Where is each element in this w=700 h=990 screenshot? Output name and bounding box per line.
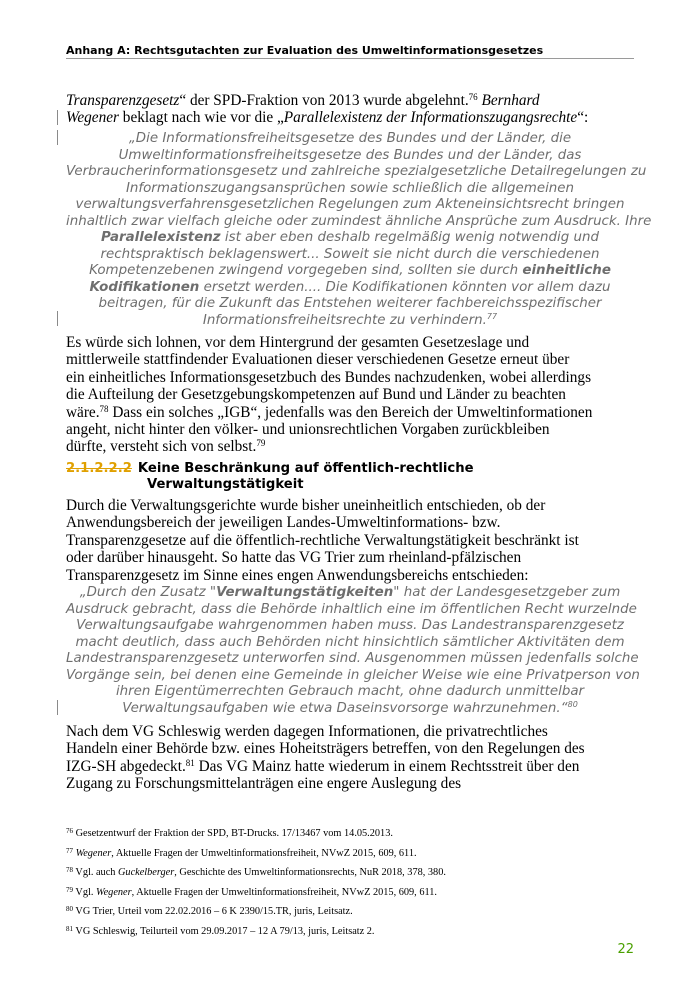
footnote-item: $^{80}$ VG Trier, Urteil vom 22.02.2016 – 6 K 2390/15.TR, juris, Leitsatz.: [66, 905, 353, 918]
header-divider: [66, 58, 634, 59]
footnote-ref[interactable]: 78: [99, 403, 109, 414]
footnote-item: $^{77}$ Wegener, Aktuelle Fragen der Umweltinformationsfreiheit, NVwZ 2015, 609, 611.: [66, 846, 417, 859]
footnote-ref[interactable]: 81: [185, 757, 195, 768]
page-number: 22: [617, 942, 634, 957]
change-bar: [57, 110, 58, 125]
block-quote-vg-trier: „Durch den Zusatz "Verwaltungstätigkeiten" hat der Landesgesetzgeber zum Ausdruck gebracht, dass die Behörde inhaltlich eine im öffentlichen Recht wurzelnde Verwaltungsaufgabe wahrgenommen haben muss. Das Landestransparenzgesetz macht deutlich, dass auch Behörden nicht hinsichtlich sämtlicher Aktivitäten dem Landestransparenzgesetz unterworfen sind. Ausgenommen müssen jedenfalls solche Vorgänge sein, bei denen eine Gemeinde in gleicher Weise wie eine Privatperson von ihren Eigentümerrechten Gebrauch macht, ohne dadurch unmittelbar Verwaltungsaufgaben wie etwa Daseinsvorsorge wahrzunehmen.“$^{80}$: [66, 585, 640, 716]
footnote-ref[interactable]: 80: [567, 699, 578, 709]
intro-paragraph: [66, 92, 636, 127]
change-bar: [57, 311, 58, 326]
intro-line-2: Wegener beklagt nach wie vor die „Parallelexistenz der Informationszugangsrechte“:: [66, 109, 589, 127]
footnote-ref[interactable]: 76: [468, 92, 478, 102]
block-quote-wegener: „Die Informationsfreiheitsgesetze des Bundes und der Länder, die Umweltinformationsfreiheitsgesetze des Bundes und der Länder, das Verbraucherinformationsgesetz und zahlreiche spezialgesetzliche Detailregelungen zu Informationszugangsansprüchen sowie schließlich die allgemeinen verwaltungsverfahrensgesetzlichen Regelungen zum Akteneinsichtsrecht bringen inhaltlich zwar vielfach gleiche oder zumindest ähnliche Ansprüche zum Ausdruck. Ihre Parallelexistenz ist aber eben deshalb regelmäßig wenig notwendig und rechtspraktisch beklagenswert... Soweit sie nicht durch die verschiedenen Kompetenzebenen zwingend vorgegeben sind, sollten sie durch einheitliche Kodifikationen ersetzt werden.... Die Kodifikationen könnten vor allem dazu beitragen, für die Zukunft das Entstehen weiterer fachbereichsspezifischer Informationsfreiheitsrechte zu verhindern.$^{77}$: [66, 131, 652, 328]
footnote-ref[interactable]: 77: [486, 311, 498, 321]
footnote-ref[interactable]: 79: [256, 438, 266, 449]
footnote-item: $^{79}$ Vgl. Wegener, Aktuelle Fragen der Umweltinformationsfreiheit, NVwZ 2015, 609, 611.: [66, 885, 437, 898]
footnote-item: $^{76}$ Gesetzentwurf der Fraktion der SPD, BT-Drucks. 17/13467 vom 14.05.2013.: [66, 827, 393, 839]
change-bar: [57, 700, 58, 715]
section-heading: 2.1.2.2.2 Keine Beschränkung auf öffentlich-rechtliche Verwaltungstätigkeit: [66, 461, 474, 492]
change-bar: [57, 130, 58, 145]
section-number: 2.1.2.2.2: [66, 461, 132, 476]
body-paragraph-vg-schleswig: Nach dem VG Schleswig werden dagegen Informationen, die privatrechtliches Handeln einer Behörde bzw. eines Hoheitsträgers betreffen, von den Regelungen des IZG-SH abgedeckt.$^{81}$ Das VG Mainz hatte wiederum in einem Rechtsstreit über den Zugang zu Forschungsmittelanträgen eine engere Auslegung des: [66, 723, 585, 793]
intro-line-1: Transparenzgesetz“ der SPD-Fraktion von 2013 wurde abgelehnt.$^{76}$ Bernhard: [66, 92, 540, 109]
running-header: Anhang A: Rechtsgutachten zur Evaluation des Umweltinformationsgesetzes: [66, 44, 544, 57]
footnote-item: $^{81}$ VG Schleswig, Teilurteil vom 29.09.2017 – 12 A 79/13, juris, Leitsatz 2.: [66, 924, 375, 937]
footnote-item: $^{78}$ Vgl. auch Guckelberger, Geschichte des Umweltinformationsrechts, NuR 2018, 378, 380.: [66, 866, 446, 879]
body-paragraph-igb: Es würde sich lohnen, vor dem Hintergrund der gesamten Gesetzeslage und mittlerweile stattfindender Evaluationen dieser verschiedenen Gesetze erneut über ein einheitliches Informationsgesetzbuch des Bundes nachzudenken, wobei allerdings die Aufteilung der Gesetzgebungskompetenzen auf Bund und Länder zu beachten wäre.$^{78}$ Dass ein solches „IGB“, jedenfalls was den Bereich der Umweltinformationen angeht, nicht hinter den völker- und unionsrechtlichen Vorgaben zurückbleiben dürfte, versteht sich von selbst.$^{79}$: [66, 334, 593, 456]
footnotes: [66, 824, 634, 942]
body-paragraph-verwaltungsgerichte: Durch die Verwaltungsgerichte wurde bisher uneinheitlich entschieden, ob der Anwendungsbereich der jeweiligen Landes-Umweltinformations- bzw. Transparenzgesetze auf die öffentlich-rechtliche Verwaltungstätigkeit beschränkt ist oder darüber hinausgeht. So hatte das VG Trier zum rheinland-pfälzischen Transparenzgesetz im Sinne eines engen Anwendungsbereichs entschieden:: [66, 497, 579, 584]
